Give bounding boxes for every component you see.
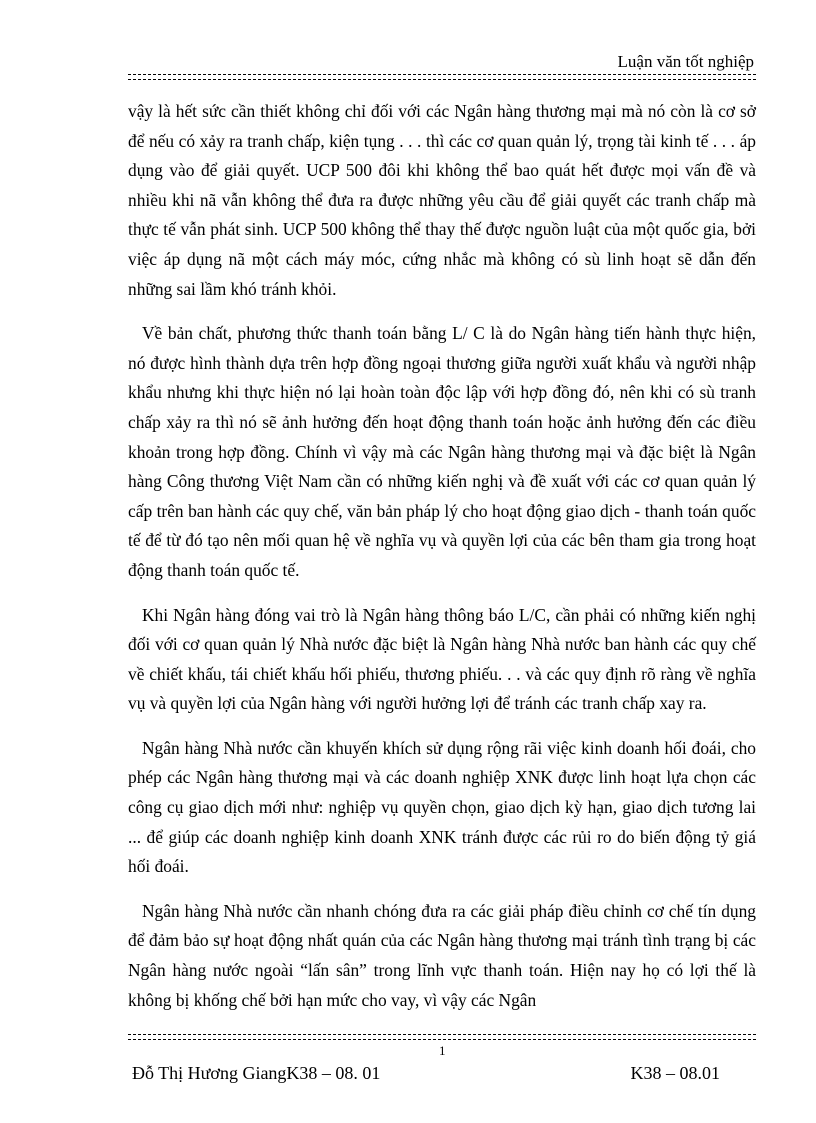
paragraph-4: Ngân hàng Nhà nước cần khuyến khích sử dụng rộng rãi việc kinh doanh hối đoái, cho phép các Ngân hàng thương mại và các doanh nghiệp XNK được linh hoạt lựa chọn các công cụ giao dịch mới như: nghiệp vụ quyền chọn, giao dịch kỳ hạn, giao dịch tương lai ... để giúp các doanh nghiệp kinh doanh XNK tránh được các rủi ro do biến động tỷ giá hối đoái.: [128, 737, 756, 877]
page-number: 1: [439, 1043, 446, 1058]
paragraph-3: Khi Ngân hàng đóng vai trò là Ngân hàng thông báo L/C, cần phải có những kiến nghị đối với cơ quan quản lý Nhà nước đặc biệt là Ngân hàng Nhà nước ban hành các quy chế về chiết khấu, tái chiết khấu hối phiếu, thương phiếu. . . và các quy định rõ ràng về nghĩa vụ và quyền lợi của Ngân hàng với người hưởng lợi để tránh các tranh chấp xay ra.: [128, 604, 756, 714]
paragraph-2: Về bản chất, phương thức thanh toán bằng L/ C là do Ngân hàng tiến hành thực hiện, nó được hình thành dựa trên hợp đồng ngoại thương giữa người xuất khẩu và người nhập khẩu nhưng khi thực hiện nó lại hoàn toàn độc lập với hợp đồng đó, nên khi có sù tranh chấp xảy ra thì nó sẽ ảnh hưởng đến hoạt động thanh toán hoặc ảnh hưởng đến các điều khoản trong hợp đồng. Chính vì vậy mà các Ngân hàng thương mại và đặc biệt là Ngân hàng Công thương Việt Nam cần có những kiến nghị và đề xuất với các cơ quan quản lý cấp trên ban hành các quy chế, văn bản pháp lý cho hoạt động giao dịch - thanh toán quốc tế để từ đó tạo nên mối quan hệ về nghĩa vụ và quyền lợi của các bên tham gia trong hoạt động thanh toán quốc tế.: [128, 323, 756, 580]
footer-divider: [128, 1034, 756, 1040]
paragraph-5: Ngân hàng Nhà nước cần nhanh chóng đưa ra các giải pháp điều chỉnh cơ chế tín dụng để đảm bảo sự hoạt động nhất quán của các Ngân hàng thương mại tránh tình trạng bị các Ngân hàng nước ngoài “lấn sân” trong lĩnh vực thanh toán. Hiện nay họ có lợi thế là không bị khống chế bởi hạn mức cho vay, vì vậy các Ngân: [128, 900, 756, 1010]
paragraph-1: vậy là hết sức cần thiết không chỉ đối với các Ngân hàng thương mại mà nó còn là cơ sở để nếu có xảy ra tranh chấp, kiện tụng . . . thì các cơ quan quản lý, trọng tài kinh tế . . . áp dụng vào để giải quyết. UCP 500 đôi khi không thể bao quát hết được mọi vấn đề và nhiều khi nã vẫn không thể đưa ra được những yêu cầu để giải quyết các tranh chấp mà thực tế vẫn phát sinh. UCP 500 không thể thay thế được nguồn luật của một quốc gia, bởi việc áp dụng nã một cách máy móc, cứng nhắc mà không có sù linh hoạt sẽ dẫn đến những sai lầm khó tránh khỏi.: [128, 101, 756, 299]
header-divider: [128, 74, 756, 80]
footer-class-code: K38 – 08.01: [630, 1063, 720, 1083]
footer-author: Đỗ Thị Hương GiangK38 – 08. 01: [132, 1063, 381, 1083]
running-header-title: Luận văn tốt nghiệp: [617, 52, 754, 71]
document-body: [128, 97, 756, 1030]
